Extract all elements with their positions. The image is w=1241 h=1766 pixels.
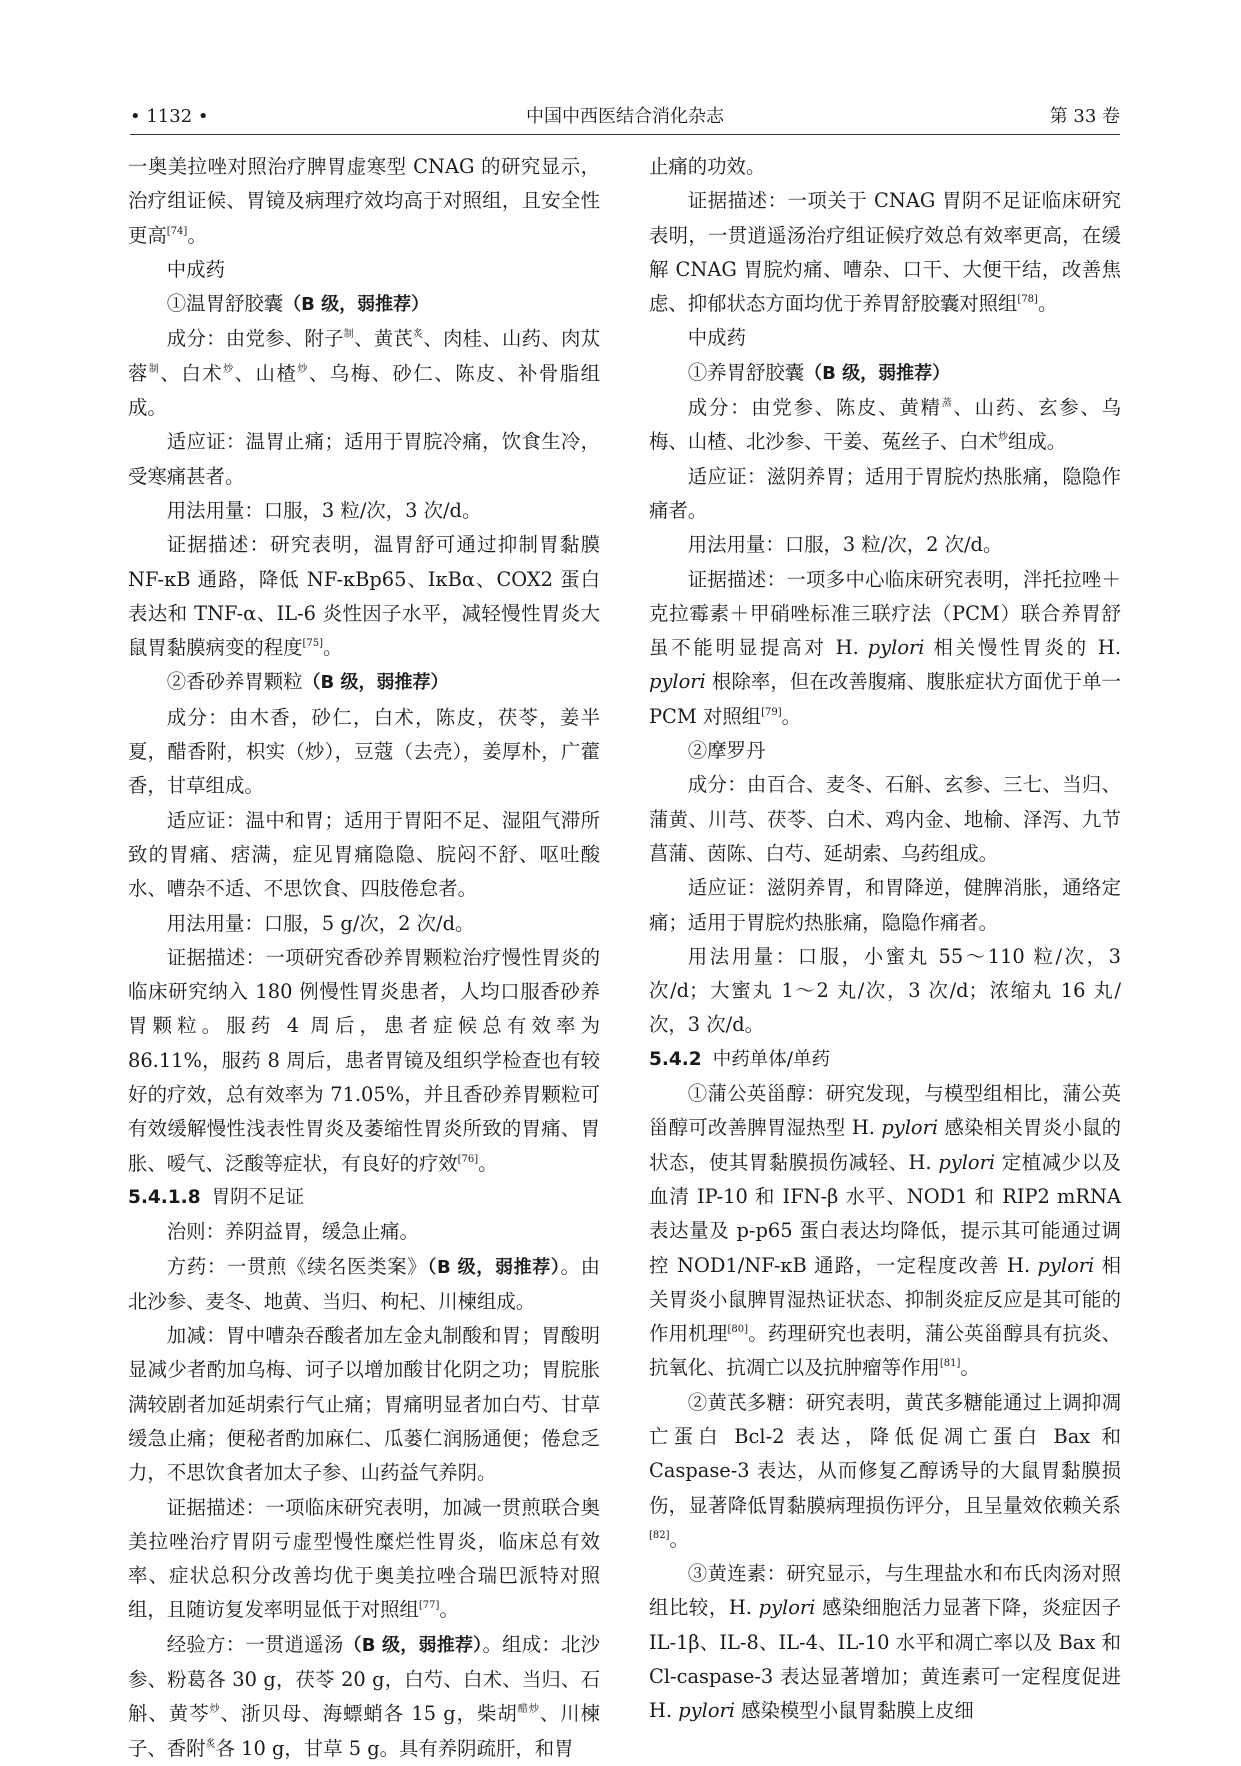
paragraph: 证据描述：研究表明，温胃舒可通过抑制胃黏膜 NF-κB 通路，降低 NF-κBp65、IκBα、COX2 蛋白表达和 TNF-α、IL-6 炎性因子水平，减轻慢性胃炎大鼠胃黏膜病变的程度[75]。 [128, 533, 600, 660]
paragraph: 中成药 [687, 326, 746, 350]
journal-title: 中国中西医结合消化杂志 [526, 106, 724, 127]
paragraph: 成分：由党参、附子$^制$、黄芪$^炙$、肉桂、山药、肉苁蓉$^制$、白术$^炒$、山楂$^炒$、乌梅、砂仁、陈皮、补骨脂组成。 [128, 327, 601, 420]
section-number: 5.4.2 [649, 1048, 702, 1070]
paragraph: 成分：由百合、麦冬、石斛、玄参、三七、当归、蒲黄、川芎、茯苓、白术、鸡内金、地榆、泽泻、九节菖蒲、茵陈、白芍、延胡索、乌药组成。 [649, 773, 1121, 865]
paragraph: 适应证：温胃止痛；适用于胃脘冷痛，饮食生冷，受寒痛甚者。 [128, 430, 600, 488]
section-heading [128, 1181, 600, 1215]
paragraph: 方药：一贯煎《续名医类案》（B 级，弱推荐）。由北沙参、麦冬、地黄、当归、枸杞、川楝组成。 [128, 1254, 600, 1313]
paragraph: 用法用量：口服，5 g/次，2 次/d。 [166, 911, 475, 935]
left-column [128, 150, 600, 1766]
paragraph: 用法用量：口服，3 粒/次，2 次/d。 [687, 533, 1003, 557]
section-heading [649, 1043, 1121, 1077]
page-number: • 1132 • [130, 106, 209, 127]
section-title: 胃阴不足证 [211, 1186, 305, 1208]
paragraph: 用法用量：口服，3 粒/次，3 次/d。 [166, 498, 482, 522]
section-number: 5.4.1.8 [128, 1186, 201, 1208]
paragraph: ②摩罗丹 [687, 739, 766, 763]
paragraph: 证据描述：一项研究香砂养胃颗粒治疗慢性胃炎的临床研究纳入 180 例慢性胃炎患者，人均口服香砂养胃颗粒。服药 4 周后，患者症候总有效率为 86.11%，服药 8 周后，患者胃镜及组织学检查也有较好的疗效，总有效率为 71.05%，并且香砂养胃颗粒可有效缓解慢性浅表性胃炎及萎缩性胃炎所致的胃痛、胃胀、嗳气、泛酸等症状，有良好的疗效[76]。 [128, 945, 600, 1175]
paragraph: 成分：由木香，砂仁，白术，陈皮，茯苓，姜半夏，醋香附，枳实（炒），豆蔻（去壳），姜厚朴，广藿香，甘草组成。 [128, 705, 600, 798]
paragraph: 一奥美拉唑对照治疗脾胃虚寒型 CNAG 的研究显示，治疗组证候、胃镜及病理疗效均高于对照组，且安全性更高[74]。 [128, 155, 600, 247]
page-header [130, 100, 1120, 135]
paragraph: 证据描述：一项关于 CNAG 胃阴不足证临床研究表明，一贯逍遥汤治疗组证候疗效总有效率更高，在缓解 CNAG 胃脘灼痛、嘈杂、口干、大便干结，改善焦虑、抑郁状态方面均优于养胃舒胶囊对照组[78]。 [649, 189, 1121, 316]
paragraph: 中成药 [166, 257, 225, 281]
paragraph: 适应证：温中和胃；适用于胃阳不足、湿阻气滞所致的胃痛、痞满，症见胃痛隐隐、脘闷不舒、呕吐酸水、嘈杂不适、不思饮食、四肢倦怠者。 [128, 808, 600, 901]
paragraph: 适应证：滋阴养胃；适用于胃脘灼热胀痛，隐隐作痛者。 [649, 464, 1121, 522]
paragraph: 加减：胃中嘈杂吞酸者加左金丸制酸和胃；胃酸明显减少者酌加乌梅、诃子以增加酸甘化阴之功；胃脘胀满较剧者加延胡索行气止痛；胃痛明显者加白芍、甘草缓急止痛；便秘者酌加麻仁、瓜蒌仁润肠通便；倦怠乏力，不思饮食者加太子参、山药益气养阴。 [128, 1324, 600, 1485]
paragraph: 用法用量：口服，小蜜丸 55～110 粒/次，3 次/d；大蜜丸 1～2 丸/次，3 次/d；浓缩丸 16 丸/次，3 次/d。 [649, 944, 1121, 1037]
paragraph: ②香砂养胃颗粒（B 级，弱推荐） [166, 670, 449, 694]
right-column [649, 150, 1121, 1729]
volume-label: 第 33 卷 [1049, 106, 1120, 127]
section-title: 中药单体/单药 [712, 1048, 831, 1070]
paragraph: 经验方：一贯逍遥汤（B 级，弱推荐）。组成：北沙参、粉葛各 30 g，茯苓 20 g，白芍、白术、当归、石斛、黄芩$^炒$、浙贝母、海螵蛸各 15 g，柴胡$^{醋炒}$、川楝子、香附$^炙$各 10 g，甘草 5 g。具有养阴疏肝，和胃 [128, 1632, 601, 1760]
paragraph: ②黄芪多糖：研究表明，黄芪多糖能通过上调抑凋亡蛋白 Bcl-2 表达，降低促凋亡蛋白 Bax 和 Caspase-3 表达，从而修复乙醇诱导的大鼠胃黏膜损伤，显著降低胃黏膜病理损伤评分，且呈量效依赖关系[82]。 [649, 1390, 1121, 1551]
paragraph: ①蒲公英甾醇：研究发现，与模型组相比，蒲公英甾醇可改善脾胃湿热型 H. pylori 感染相关胃炎小鼠的状态，使其胃黏膜损伤减轻、H. pylori 定植减少以及血清 IP-10 和 IFN-β 水平、NOD1 和 RIP2 mRNA 表达量及 p-p65 蛋白表达均降低，提示其可能通过调控 NOD1/NF-κB 通路，一定程度改善 H. pylori 相关胃炎小鼠脾胃湿热证状态、抑制炎症反应是其可能的作用机理[80]。药理研究也表明，蒲公英甾醇具有抗炎、抗氧化、抗凋亡以及抗肿瘤等作用[81]。 [649, 1082, 1122, 1380]
paragraph: 治则：养阴益胃，缓急止痛。 [166, 1220, 419, 1244]
paragraph: 成分：由党参、陈皮、黄精$^蒸$、山药、玄参、乌梅、山楂、北沙参、干姜、菟丝子、白术$^炒$组成。 [649, 396, 1122, 454]
paragraph: 证据描述：一项多中心临床研究表明，泮托拉唑＋克拉霉素＋甲硝唑标准三联疗法（PCM）联合养胃舒虽不能明显提高对 H. pylori 相关慢性胃炎的 H. pylori 根除率，但在改善腹痛、腹胀症状方面优于单一 PCM 对照组[79]。 [649, 567, 1121, 728]
paragraph: ①温胃舒胶囊（B 级，弱推荐） [166, 292, 430, 316]
paragraph: 止痛的功效。 [649, 155, 766, 178]
paragraph: ③黄连素：研究显示，与生理盐水和布氏肉汤对照组比较，H. pylori 感染细胞活力显著下降，炎症因子 IL-1β、IL-8、IL-4、IL-10 水平和凋亡率以及 Bax 和 Cl-caspase-3 表达显著增加；黄连素可一定程度促进 H. pylori 感染模型小鼠胃黏膜上皮细 [649, 1562, 1121, 1723]
paragraph: ①养胃舒胶囊（B 级，弱推荐） [687, 360, 951, 384]
paragraph: 适应证：滋阴养胃，和胃降逆，健脾消胀，通络定痛；适用于胃脘灼热胀痛，隐隐作痛者。 [649, 876, 1121, 934]
paragraph: 证据描述：一项临床研究表明，加减一贯煎联合奥美拉唑治疗胃阴亏虚型慢性糜烂性胃炎，临床总有效率、症状总积分改善均优于奥美拉唑合瑞巴派特对照组，且随访复发率明显低于对照组[77]。 [128, 1495, 600, 1622]
